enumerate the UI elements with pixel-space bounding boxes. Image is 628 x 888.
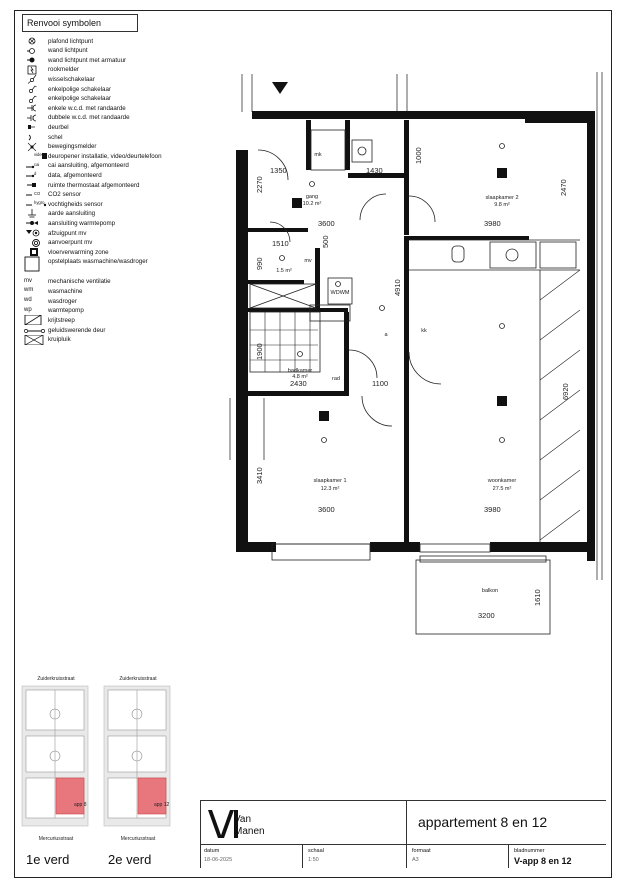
field-datum-label: datum	[204, 848, 220, 854]
dim-1510: 1510	[272, 239, 289, 248]
legend-item-label: vloerverwarming zone	[48, 248, 109, 256]
legend-item-code: mv	[24, 277, 32, 284]
dim-3600-top: 3600	[318, 219, 335, 228]
legend-item-label: afzuigpunt mv	[48, 229, 87, 237]
field-formaat-value: A3	[412, 857, 419, 863]
legend-item-label: deuropener installatie, video/deurtelefoon	[48, 152, 162, 160]
legend-item-label: data, afgemonteerd	[48, 171, 102, 179]
dim-3980-top: 3980	[484, 219, 501, 228]
legend-item-label: ruimte thermostaat afgemonteerd	[48, 181, 140, 189]
legend-item-label: wand lichtpunt met armatuur	[48, 56, 127, 64]
legend-item-label: wasmachine	[48, 287, 83, 295]
dim-2270: 2270	[255, 176, 264, 193]
room-slaapkamer1-name: slaapkamer 1	[313, 478, 347, 484]
field-bladnummer-value: V-app 8 en 12	[514, 856, 572, 866]
label-mv: mv	[304, 258, 312, 264]
room-toilet-area: 1.5 m²	[276, 268, 292, 274]
field-datum-value: 18-06-2025	[204, 857, 233, 863]
legend-item-code: CO	[34, 190, 41, 196]
legend-item-code: wd	[24, 297, 32, 303]
floor-label-left: 1e verd	[26, 852, 70, 867]
room-slaapkamer2-name: slaapkamer 2	[485, 195, 519, 201]
dim-1350: 1350	[270, 166, 287, 175]
dim-500: 500	[321, 235, 330, 248]
legend-item-label: geluidswerende deur	[48, 327, 106, 335]
dim-2470: 2470	[559, 179, 568, 196]
minimap-right-tag: app 12	[154, 802, 170, 808]
label-rad: rad	[332, 376, 340, 382]
room-woonkamer-area: 27.5 m²	[492, 486, 512, 492]
legend-item-label: vochtigheids sensor	[48, 200, 103, 208]
legend-title: Renvooi symbolen	[22, 14, 138, 32]
field-formaat-label: formaat	[412, 848, 431, 854]
room-gang-name: gang	[305, 194, 319, 200]
minimap-left-street-bottom: Mercuriusstraat	[38, 836, 74, 842]
dim-3410: 3410	[255, 467, 264, 484]
legend-item-label: dubbele w.c.d. met randaarde	[48, 114, 130, 122]
dim-2430: 2430	[290, 379, 307, 388]
legend-item-label: warmtepomp	[48, 307, 84, 315]
dim-1900: 1900	[255, 343, 264, 360]
logo-line2: Manen	[234, 826, 265, 837]
legend-item-label: enkelpolige schakelaar	[48, 95, 111, 103]
logo-line1: Van	[234, 814, 252, 825]
room-balkon-name: balkon	[481, 588, 499, 594]
legend-item-label: enkelpolige schakelaar	[48, 85, 111, 93]
field-schaal-value: 1:50	[308, 857, 319, 863]
legend-item-label: wand lichtpunt	[48, 47, 88, 55]
room-badkamer-name: badkamer	[287, 368, 313, 374]
legend-item-label: wisselschakelaar	[48, 75, 95, 83]
label-wdwm: WDWM	[330, 290, 350, 296]
dim-3200: 3200	[478, 611, 495, 620]
legend-item-label: kruipluik	[48, 336, 71, 344]
dim-1430: 1430	[366, 166, 383, 175]
dim-4910: 4910	[393, 279, 402, 296]
legend-item-label: schel	[48, 133, 63, 141]
legend-item-code: cai	[34, 161, 40, 167]
legend-item-label: rookmelder	[48, 66, 79, 74]
legend-item-code: wm	[24, 287, 34, 294]
minimap-left-street-top: Zuiderkruisstraat	[37, 676, 75, 682]
floor-label-right: 2e verd	[108, 852, 152, 867]
highlight-apartment	[138, 778, 166, 814]
legend-item-label: opstelplaats wasmachine/wasdroger	[48, 258, 148, 266]
minimap-right-street-bottom: Mercuriusstraat	[120, 836, 156, 842]
field-bladnummer-label: bladnummer	[514, 848, 545, 854]
dim-1000: 1000	[414, 147, 423, 164]
legend-item-label: wasdroger	[48, 297, 77, 305]
dim-6920: 6920	[561, 383, 570, 400]
drawing-title: appartement 8 en 12	[418, 814, 548, 830]
legend-item-label: mechanische ventilatie	[48, 278, 111, 286]
minimap-left-tag: app 8	[74, 802, 87, 808]
room-slaapkamer1-area: 12.3 m²	[320, 486, 340, 492]
room-woonkamer-name: woonkamer	[487, 478, 517, 484]
room-slaapkamer2-area: 9.8 m²	[494, 202, 510, 208]
dim-990: 990	[255, 257, 264, 270]
legend-item-label: enkele w.c.d. met randaarde	[48, 104, 126, 112]
legend-item-label: deurbel	[48, 123, 69, 131]
legend-item-code: hygro	[34, 200, 45, 206]
dim-1610: 1610	[533, 589, 542, 606]
legend-item-label: CO2 sensor	[48, 191, 82, 199]
highlight-apartment	[56, 778, 84, 814]
legend-item-code: video	[34, 152, 45, 158]
dim-3600-bottom: 3600	[318, 505, 335, 514]
field-schaal-label: schaal	[308, 848, 324, 854]
legend-item-label: aanvoerpunt mv	[48, 239, 93, 247]
label-a: a	[384, 332, 388, 338]
minimap-right-street-top: Zuiderkruisstraat	[119, 676, 157, 682]
dim-1100: 1100	[372, 379, 389, 388]
legend-item-label: krijtstreep	[48, 316, 75, 324]
legend-item-code: d	[34, 171, 37, 177]
legend-item-code: wp	[24, 306, 32, 313]
legend-item-label: cai aansluiting, afgemonteerd	[48, 162, 129, 170]
legend-item-label: aarde aansluiting	[48, 210, 96, 218]
dim-3980-bottom: 3980	[484, 505, 501, 514]
room-badkamer-area: 4.8 m²	[292, 374, 308, 380]
room-gang-area: 10.2 m²	[302, 201, 322, 207]
label-kk: kk	[421, 328, 427, 334]
legend-item-label: bewegingsmelder	[48, 143, 97, 151]
label-mk: mk	[314, 152, 322, 158]
title-block	[200, 800, 606, 872]
legend-item-label: aansluiting warmtepomp	[48, 219, 116, 227]
legend-item-label: plafond lichtpunt	[48, 37, 94, 45]
